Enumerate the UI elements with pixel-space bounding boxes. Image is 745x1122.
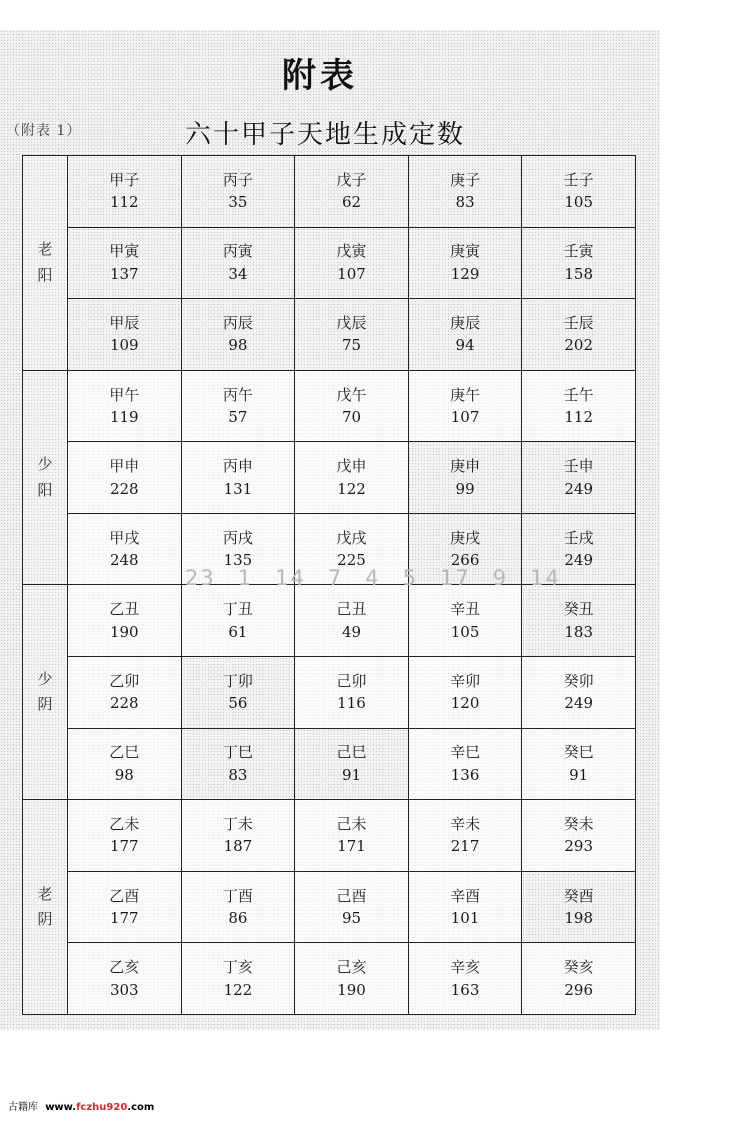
cell-number: 116	[337, 694, 366, 713]
cell-number: 158	[564, 264, 593, 283]
stem-branch-label: 丙子	[222, 170, 253, 189]
table-cell	[295, 800, 409, 872]
table-cell	[68, 227, 182, 299]
stem-branch-label: 丁丑	[222, 600, 253, 619]
table-cell	[68, 800, 182, 872]
stem-branch-label: 壬子	[563, 170, 594, 189]
table-cell	[408, 728, 522, 800]
stem-branch-label: 丁未	[222, 814, 253, 833]
cell-number: 122	[223, 980, 253, 999]
overprint-number: 1	[237, 566, 254, 590]
cell-number: 122	[337, 479, 366, 498]
table-cell	[68, 657, 182, 729]
stem-branch-label: 丙午	[222, 385, 253, 404]
table-row	[23, 728, 636, 800]
cell-number: 107	[450, 408, 480, 427]
cell-number: 228	[109, 479, 139, 498]
table-row	[23, 370, 636, 442]
table-cell	[522, 227, 636, 299]
cell-number: 248	[109, 551, 139, 570]
cell-number: 91	[569, 765, 589, 784]
table-cell	[295, 728, 409, 800]
table-cell	[181, 657, 295, 729]
table-cell	[408, 299, 522, 371]
cell-number: 112	[564, 408, 593, 427]
table-cell	[295, 871, 409, 943]
cell-number: 56	[228, 694, 248, 713]
cell-number: 49	[341, 622, 362, 641]
table-cell	[295, 657, 409, 729]
stem-branch-label: 乙巳	[109, 743, 140, 762]
stem-branch-label: 戊辰	[336, 313, 367, 332]
stem-branch-label: 辛丑	[450, 600, 481, 619]
table-row	[23, 657, 636, 729]
table-cell	[522, 800, 636, 872]
table-cell	[522, 442, 636, 514]
cell-number: 177	[109, 909, 139, 928]
stem-branch-label: 甲寅	[109, 242, 140, 261]
overprint-number: 4	[365, 566, 381, 590]
table-cell	[522, 156, 636, 228]
cell-number: 177	[109, 837, 139, 856]
stem-branch-label: 癸巳	[563, 743, 594, 762]
stem-branch-label: 己卯	[336, 671, 367, 690]
stem-branch-label: 乙丑	[109, 600, 140, 619]
cell-number: 293	[564, 837, 593, 856]
cell-number: 94	[455, 336, 475, 355]
cell-number: 137	[109, 264, 139, 283]
table-cell	[408, 800, 522, 872]
group-label: 老 阳	[23, 156, 68, 371]
stem-branch-label: 壬戌	[563, 528, 594, 547]
group-label: 老 阴	[23, 800, 68, 1015]
table-cell	[68, 943, 182, 1015]
cell-number: 190	[109, 622, 139, 641]
cell-number: 225	[337, 551, 366, 570]
stem-branch-label: 己未	[336, 814, 367, 833]
cell-number: 187	[223, 837, 253, 856]
table-cell	[522, 657, 636, 729]
cell-number: 136	[450, 765, 480, 784]
cell-number: 98	[228, 336, 248, 355]
stem-branch-label: 己亥	[336, 958, 367, 977]
cell-number: 217	[450, 837, 480, 856]
stem-branch-label: 壬辰	[563, 313, 594, 332]
table-cell	[68, 156, 182, 228]
stem-branch-label: 癸卯	[563, 671, 594, 690]
stem-branch-label: 辛卯	[450, 671, 481, 690]
stem-branch-label: 甲申	[109, 457, 140, 476]
table-cell	[295, 156, 409, 228]
stem-branch-label: 丙辰	[222, 313, 253, 332]
table-cell	[181, 442, 295, 514]
table-cell	[68, 871, 182, 943]
stem-branch-label: 丙申	[222, 457, 253, 476]
table-cell	[68, 370, 182, 442]
stem-branch-label: 辛酉	[450, 886, 481, 905]
cell-number: 91	[341, 765, 362, 784]
cell-number: 171	[337, 837, 366, 856]
table-cell	[68, 585, 182, 657]
stem-branch-label: 丁巳	[222, 743, 253, 762]
table-cell	[181, 227, 295, 299]
table-cell	[181, 871, 295, 943]
overprint-number: 14	[530, 566, 561, 590]
cell-number: 86	[228, 909, 248, 928]
overprint-number: 5	[402, 566, 418, 590]
table-label: （附表 1）	[6, 123, 82, 139]
table-cell	[181, 728, 295, 800]
stem-branch-label: 庚午	[450, 385, 481, 404]
table-cell	[295, 227, 409, 299]
overprint-number: 17	[439, 566, 471, 590]
stem-branch-label: 庚子	[450, 170, 481, 189]
footer-url[interactable]	[45, 1102, 154, 1113]
stem-branch-label: 丙寅	[222, 242, 253, 261]
cell-number: 57	[228, 408, 248, 427]
table-cell	[408, 585, 522, 657]
stem-branch-label: 丁卯	[222, 671, 253, 690]
stem-branch-label: 己丑	[336, 600, 367, 619]
table-cell	[408, 657, 522, 729]
stem-branch-label: 戊申	[336, 457, 367, 476]
stem-branch-label: 丁亥	[222, 958, 253, 977]
table-title: 六十甲子天地生成定数	[185, 120, 466, 150]
table-cell	[68, 513, 182, 585]
overprint-number: 23	[185, 566, 216, 590]
cell-number: 62	[341, 193, 362, 212]
cell-number: 83	[228, 765, 248, 784]
cell-number: 98	[114, 765, 134, 784]
table-cell	[522, 871, 636, 943]
stem-branch-label: 壬申	[563, 457, 594, 476]
overprint-number: 9	[492, 566, 509, 590]
footer-url-suffix: .com	[127, 1102, 155, 1113]
stem-branch-label: 丙戌	[222, 528, 253, 547]
stem-branch-label: 癸亥	[563, 958, 594, 977]
site-footer	[8, 1098, 154, 1113]
table-row	[23, 943, 636, 1015]
stem-branch-label: 乙亥	[109, 958, 140, 977]
cell-number: 129	[450, 264, 480, 283]
table-row	[23, 871, 636, 943]
cell-number: 101	[450, 909, 480, 928]
cell-number: 303	[109, 980, 139, 999]
cell-number: 228	[109, 694, 139, 713]
table-row	[23, 800, 636, 872]
stem-branch-label: 甲午	[109, 385, 140, 404]
footer-url-highlight: fczhu920	[76, 1102, 128, 1113]
table-cell	[295, 585, 409, 657]
table-cell	[408, 442, 522, 514]
table-row	[23, 442, 636, 514]
table-cell	[522, 585, 636, 657]
table-cell	[295, 370, 409, 442]
table-cell	[522, 299, 636, 371]
group-label: 少 阴	[23, 585, 68, 800]
cell-number: 83	[455, 193, 475, 212]
table-cell	[295, 442, 409, 514]
table-cell	[408, 227, 522, 299]
stem-branch-label: 庚辰	[450, 313, 481, 332]
table-row	[23, 227, 636, 299]
table-row	[23, 585, 636, 657]
group-label: 少 阳	[23, 370, 68, 585]
cell-number: 249	[564, 479, 593, 498]
table-cell	[408, 370, 522, 442]
cell-number: 107	[337, 264, 366, 283]
overprint-number: 14	[275, 566, 306, 590]
stem-branch-label: 戊戌	[336, 528, 367, 547]
stem-branch-label: 庚戌	[450, 528, 481, 547]
table-cell	[295, 299, 409, 371]
table-cell	[68, 728, 182, 800]
stem-branch-label: 癸未	[563, 814, 594, 833]
cell-number: 249	[564, 551, 593, 570]
table-cell	[181, 943, 295, 1015]
stem-branch-label: 己酉	[336, 886, 367, 905]
cell-number: 266	[450, 551, 480, 570]
stem-branch-label: 乙未	[109, 814, 140, 833]
cell-number: 75	[341, 336, 362, 355]
table-cell	[68, 442, 182, 514]
stem-branch-label: 甲子	[109, 170, 140, 189]
stem-branch-label: 辛亥	[450, 958, 481, 977]
cell-number: 183	[564, 622, 593, 641]
cell-number: 95	[341, 909, 362, 928]
cell-number: 119	[109, 408, 139, 427]
cell-number: 105	[564, 193, 593, 212]
page-heading: 附表	[282, 56, 358, 96]
table-cell	[295, 943, 409, 1015]
table-row	[23, 299, 636, 371]
overprint-number: 7	[327, 566, 344, 590]
stem-branch-label: 癸酉	[563, 886, 594, 905]
table-row	[23, 156, 636, 228]
cell-number: 202	[564, 336, 593, 355]
table-cell	[522, 728, 636, 800]
stem-branch-label: 甲戌	[109, 528, 140, 547]
cell-number: 70	[341, 408, 362, 427]
stem-branch-label: 戊寅	[336, 242, 367, 261]
cell-number: 61	[228, 622, 248, 641]
stem-branch-label: 庚寅	[450, 242, 481, 261]
cell-number: 198	[564, 909, 593, 928]
stem-branch-label: 癸丑	[563, 600, 594, 619]
table-cell	[181, 370, 295, 442]
cell-number: 296	[564, 980, 593, 999]
stem-branch-label: 壬寅	[563, 242, 594, 261]
stem-branch-label: 庚申	[450, 457, 481, 476]
stem-branch-label: 乙酉	[109, 886, 140, 905]
cell-number: 112	[109, 193, 139, 212]
stem-branch-label: 戊子	[336, 170, 367, 189]
table-cell	[68, 299, 182, 371]
stem-branch-label: 丁酉	[222, 886, 253, 905]
cell-number: 34	[228, 264, 248, 283]
stem-branch-label: 己巳	[336, 743, 367, 762]
table-cell	[181, 299, 295, 371]
footer-url-prefix: www.	[45, 1102, 77, 1113]
stem-branch-label: 辛未	[450, 814, 481, 833]
cell-number: 190	[337, 980, 366, 999]
table-cell	[408, 156, 522, 228]
table-cell	[181, 800, 295, 872]
stem-branch-label: 戊午	[336, 385, 367, 404]
overprint-numbers	[185, 566, 655, 590]
stem-branch-label: 辛巳	[450, 743, 481, 762]
cell-number: 131	[223, 479, 253, 498]
stem-branch-label: 甲辰	[109, 313, 140, 332]
table-cell	[408, 871, 522, 943]
cell-number: 99	[455, 479, 475, 498]
cell-number: 109	[109, 336, 139, 355]
cell-number: 249	[564, 694, 593, 713]
table-cell	[181, 585, 295, 657]
cell-number: 35	[228, 193, 248, 212]
table-cell	[522, 370, 636, 442]
table-cell	[522, 943, 636, 1015]
table-cell	[408, 943, 522, 1015]
cell-number: 120	[450, 694, 480, 713]
cell-number: 135	[223, 551, 253, 570]
cell-number: 163	[450, 980, 480, 999]
cell-number: 105	[450, 622, 480, 641]
table-cell	[181, 156, 295, 228]
footer-site-name: 古籍库	[8, 1102, 38, 1113]
stem-branch-label: 乙卯	[109, 671, 140, 690]
stem-branch-label: 壬午	[563, 385, 594, 404]
